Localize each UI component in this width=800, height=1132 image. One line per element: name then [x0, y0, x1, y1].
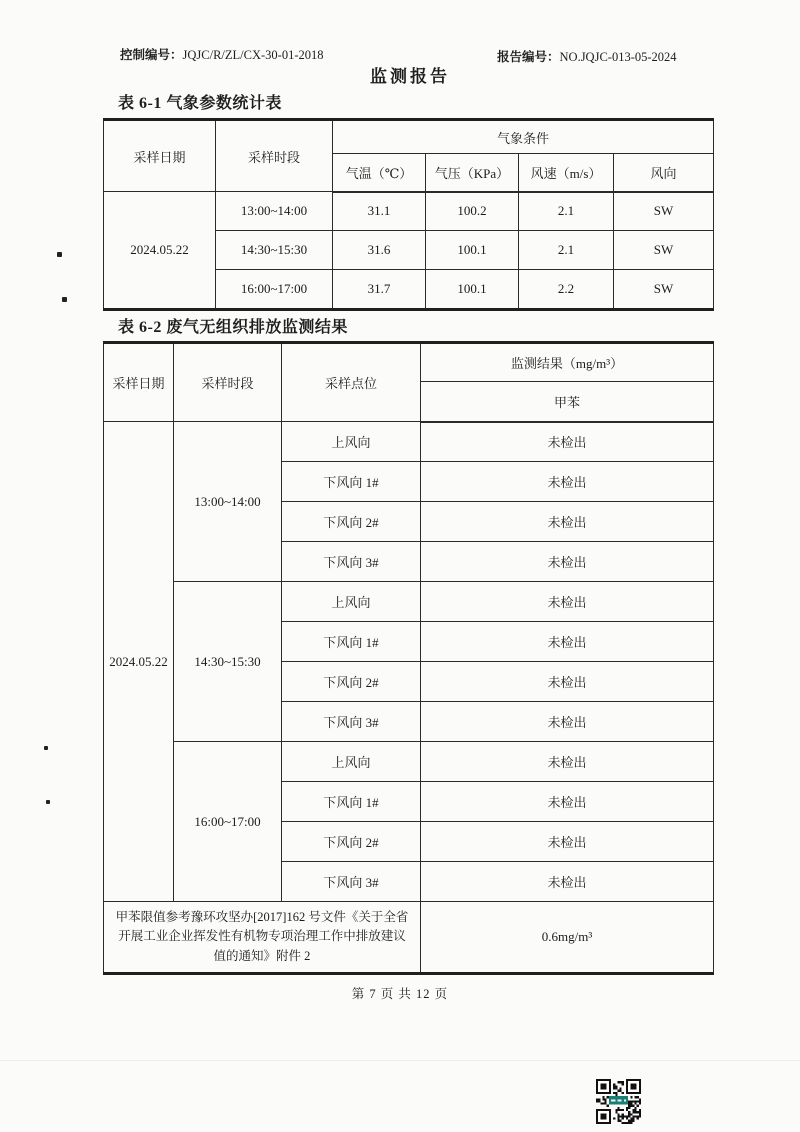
meteorological-parameters-table — [103, 118, 714, 311]
t1-period-cell: 14:30~15:30 — [216, 231, 333, 270]
t2-header-result-group: 监测结果（mg/m³） — [421, 343, 714, 382]
t2-result-cell: 未检出 — [421, 542, 714, 582]
t2-result-cell: 未检出 — [421, 702, 714, 742]
t2-point-cell: 下风向 2# — [282, 662, 421, 702]
scan-speck — [57, 252, 62, 257]
limit-note: 甲苯限值参考豫环攻坚办[2017]162 号文件《关于全省开展工业企业挥发性有机物专项治理工作中排放建议值的通知》附件 2 — [104, 902, 421, 974]
t1-dir-cell: SW — [614, 192, 714, 231]
control-number-label: 控制编号： — [120, 48, 183, 62]
t2-result-cell: 未检出 — [421, 862, 714, 902]
t2-period-cell: 13:00~14:00 — [174, 422, 282, 582]
t1-period-cell: 16:00~17:00 — [216, 270, 333, 310]
t2-result-cell: 未检出 — [421, 782, 714, 822]
t1-period-cell: 13:00~14:00 — [216, 192, 333, 231]
t1-temp-cell: 31.7 — [333, 270, 426, 310]
t2-period-cell: 16:00~17:00 — [174, 742, 282, 902]
table-row — [104, 902, 714, 974]
scan-speck — [46, 800, 50, 804]
t1-temp-cell: 31.1 — [333, 192, 426, 231]
t1-header-date: 采样日期 — [104, 120, 216, 192]
t2-result-cell: 未检出 — [421, 822, 714, 862]
t2-header-point: 采样点位 — [282, 343, 421, 422]
report-number-label: 报告编号： — [497, 50, 560, 64]
t2-date-cell: 2024.05.22 — [104, 422, 174, 902]
t2-period-cell: 14:30~15:30 — [174, 582, 282, 742]
t2-header-analyte: 甲苯 — [421, 382, 714, 422]
t1-temp-cell: 31.6 — [333, 231, 426, 270]
control-number — [120, 45, 324, 63]
scan-speck — [44, 746, 48, 750]
t2-result-cell: 未检出 — [421, 742, 714, 782]
t2-result-cell: 未检出 — [421, 582, 714, 622]
t2-result-cell: 未检出 — [421, 462, 714, 502]
t1-pressure-cell: 100.1 — [426, 270, 519, 310]
t1-speed-cell: 2.1 — [519, 192, 614, 231]
control-number-value: JQJC/R/ZL/CX-30-01-2018 — [182, 48, 324, 62]
t2-point-cell: 下风向 2# — [282, 822, 421, 862]
table-row — [104, 582, 714, 622]
t2-result-cell: 未检出 — [421, 422, 714, 462]
t2-result-cell: 未检出 — [421, 502, 714, 542]
t1-speed-cell: 2.1 — [519, 231, 614, 270]
t2-point-cell: 上风向 — [282, 582, 421, 622]
table-row — [104, 422, 714, 462]
table2-caption: 表 6-2 废气无组织排放监测结果 — [118, 319, 348, 336]
page-title: 监测报告 — [370, 67, 450, 86]
limit-value: 0.6mg/m³ — [421, 902, 714, 974]
qr-code-icon — [596, 1079, 641, 1124]
t1-header-wind-speed: 风速（m/s） — [519, 154, 614, 192]
t1-header-temp: 气温（℃） — [333, 154, 426, 192]
t2-point-cell: 上风向 — [282, 422, 421, 462]
t1-header-condition-group: 气象条件 — [333, 120, 714, 154]
t2-result-cell: 未检出 — [421, 662, 714, 702]
t2-point-cell: 下风向 3# — [282, 702, 421, 742]
t1-header-pressure: 气压（KPa） — [426, 154, 519, 192]
t1-header-period: 采样时段 — [216, 120, 333, 192]
t2-point-cell: 下风向 2# — [282, 502, 421, 542]
t1-date-cell: 2024.05.22 — [104, 192, 216, 310]
t1-speed-cell: 2.2 — [519, 270, 614, 310]
t1-pressure-cell: 100.1 — [426, 231, 519, 270]
table-row — [104, 742, 714, 782]
t2-point-cell: 上风向 — [282, 742, 421, 782]
t2-header-period: 采样时段 — [174, 343, 282, 422]
scan-speck — [62, 297, 67, 302]
table-row — [104, 192, 714, 231]
t2-point-cell: 下风向 1# — [282, 782, 421, 822]
t1-dir-cell: SW — [614, 270, 714, 310]
t1-header-wind-dir: 风向 — [614, 154, 714, 192]
table1-caption: 表 6-1 气象参数统计表 — [118, 95, 282, 112]
t2-header-date: 采样日期 — [104, 343, 174, 422]
t1-dir-cell: SW — [614, 231, 714, 270]
scan-edge-line — [0, 1060, 800, 1061]
t2-point-cell: 下风向 1# — [282, 462, 421, 502]
t2-point-cell: 下风向 3# — [282, 542, 421, 582]
t1-pressure-cell: 100.2 — [426, 192, 519, 231]
t2-result-cell: 未检出 — [421, 622, 714, 662]
report-number-value: NO.JQJC-013-05-2024 — [559, 50, 677, 64]
page-number: 第 7 页 共 12 页 — [351, 987, 449, 1001]
t2-point-cell: 下风向 1# — [282, 622, 421, 662]
t2-point-cell: 下风向 3# — [282, 862, 421, 902]
fugitive-emission-results-table — [103, 341, 714, 975]
